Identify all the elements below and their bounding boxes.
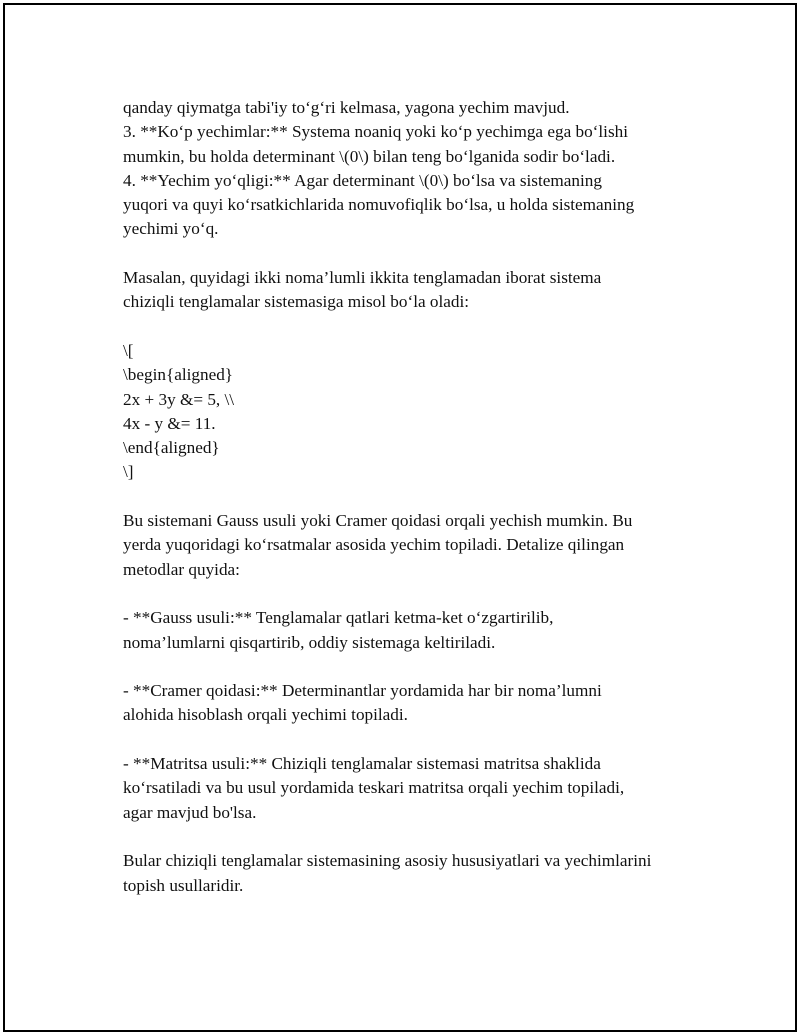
text-line: topish usullaridir.	[123, 875, 244, 895]
text-line: agar mavjud bo'lsa.	[123, 802, 257, 822]
text-line: mumkin, bu holda determinant \(0\) bilan teng bo‘lganida sodir bo‘ladi.	[123, 146, 616, 166]
blank-line	[123, 315, 703, 339]
text-line: Masalan, quyidagi ikki noma’lumli ikkita tenglamadan iborat sistema	[123, 268, 602, 288]
text-line: chiziqli tenglamalar sistemasiga misol bo‘la oladi:	[123, 292, 470, 312]
blank-line	[123, 485, 703, 509]
blank-line	[123, 655, 703, 679]
text-line: 3. **Ko‘p yechimlar:** Systema noaniq yoki ko‘p yechimga ega bo‘lishi	[123, 122, 629, 142]
math-line: \begin{aligned}	[123, 365, 234, 385]
text-line: yechimi yo‘q.	[123, 219, 219, 239]
text-line: ko‘rsatiladi va bu usul yordamida teskari matritsa orqali yechim topiladi,	[123, 778, 625, 798]
blank-line	[123, 728, 703, 752]
text-line: Bular chiziqli tenglamalar sistemasining asosiy hususiyatlari va yechimlarini	[123, 851, 652, 871]
text-line: Bu sistemani Gauss usuli yoki Cramer qoidasi orqali yechish mumkin. Bu	[123, 511, 633, 531]
math-line: \end{aligned}	[123, 438, 220, 458]
text-line: - **Cramer qoidasi:** Determinantlar yordamida har bir noma’lumni	[123, 681, 602, 701]
text-line: metodlar quyida:	[123, 559, 240, 579]
text-line: 4. **Yechim yo‘qligi:** Agar determinant \(0\) bo‘lsa va sistemaning	[123, 170, 602, 190]
text-line: noma’lumlarni qisqartirib, oddiy sistemaga keltiriladi.	[123, 632, 496, 652]
text-line: alohida hisoblash orqali yechimi topiladi.	[123, 705, 408, 725]
document-body	[123, 96, 703, 898]
text-line: - **Matritsa usuli:** Chiziqli tenglamalar sistemasi matritsa shaklida	[123, 754, 601, 774]
blank-line	[123, 825, 703, 849]
math-line: \[	[123, 340, 134, 360]
blank-line	[123, 242, 703, 266]
page-frame	[3, 3, 797, 1032]
math-line: 2x + 3y &= 5, \\	[123, 389, 235, 409]
math-line: 4x - y &= 11.	[123, 413, 216, 433]
text-line: yuqori va quyi ko‘rsatkichlarida nomuvofiqlik bo‘lsa, u holda sistemaning	[123, 195, 635, 215]
text-line: yerda yuqoridagi ko‘rsatmalar asosida yechim topiladi. Detalize qilingan	[123, 535, 625, 555]
text-line: - **Gauss usuli:** Tenglamalar qatlari ketma-ket o‘zgartirilib,	[123, 608, 554, 628]
text-line: qanday qiymatga tabi'iy to‘g‘ri kelmasa, yagona yechim mavjud.	[123, 98, 570, 117]
blank-line	[123, 582, 703, 606]
math-line: \]	[123, 462, 134, 482]
